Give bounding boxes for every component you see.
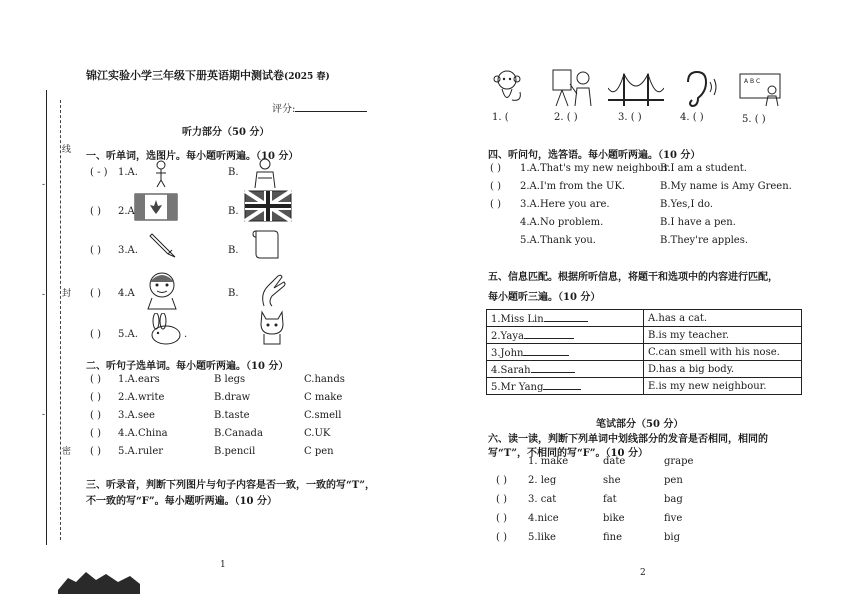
part1-paren[interactable]: ( ) xyxy=(90,288,101,299)
answer-blank[interactable] xyxy=(524,329,574,339)
part1-b: B. xyxy=(228,288,239,299)
part6-paren[interactable]: ( ) xyxy=(496,532,507,543)
part6-word: five xyxy=(664,513,683,524)
svg-text:A B C: A B C xyxy=(744,78,761,85)
part2-option-a: 1.A.ears xyxy=(118,374,160,385)
part6-word: 4.nice xyxy=(528,513,559,524)
side-mark: - xyxy=(42,180,46,190)
match-left-text: 5.Mr Yang xyxy=(491,381,544,393)
match-right-cell: B.is my teacher. xyxy=(644,327,802,344)
match-right-cell: C.can smell with his nose. xyxy=(644,344,802,361)
part2-title: 二、听句子选单词。每小题听两遍。（10 分） xyxy=(86,361,289,372)
part1-b: B. xyxy=(228,245,239,256)
pic-label[interactable]: 4. ( ) xyxy=(680,112,704,123)
side-mark: - xyxy=(42,290,46,300)
part5-title-line1: 五、信息匹配。根据所听信息，将题干和选项中的内容进行匹配， xyxy=(488,272,778,283)
part6-word: 1. make xyxy=(528,456,569,467)
part2-paren[interactable]: ( ) xyxy=(90,410,101,421)
part1-label: 4.A xyxy=(118,288,135,299)
part6-word: 5.like xyxy=(528,532,556,543)
part1-b: B. xyxy=(228,206,239,217)
side-char-mi: 密 xyxy=(62,447,72,457)
part2-option-b: B legs xyxy=(214,374,246,385)
monkey-icon xyxy=(490,68,524,108)
part4-option-a: 5.A.Thank you. xyxy=(520,235,596,246)
match-right-cell: E.is my new neighbour. xyxy=(644,378,802,395)
score-field xyxy=(272,100,367,115)
part1-label: 2.A xyxy=(118,206,135,217)
canada-flag-icon xyxy=(134,193,178,221)
hand-icon xyxy=(258,272,288,308)
girl-face-icon xyxy=(142,268,182,310)
pic-label[interactable]: 5. ( ) xyxy=(742,114,766,125)
score-label: 评分: xyxy=(272,104,296,115)
pic-label[interactable]: 1. ( xyxy=(492,112,509,123)
teacher-blackboard-icon xyxy=(738,70,784,108)
table-row xyxy=(487,378,802,395)
part4-option-a: 2.A.I'm from the UK. xyxy=(520,181,626,192)
part1-paren[interactable]: ( ) xyxy=(90,206,101,217)
answer-blank[interactable] xyxy=(523,346,569,356)
part2-option-a: 2.A.write xyxy=(118,392,165,403)
pic-label[interactable]: 3. ( ) xyxy=(618,112,642,123)
bridge-icon xyxy=(608,70,664,108)
uk-flag-icon xyxy=(244,190,292,222)
part5-title-line2: 每小题听三遍。（10 分） xyxy=(488,292,601,303)
part1-b: B. xyxy=(228,167,239,178)
part1-dot: . xyxy=(184,329,188,340)
part6-word: date xyxy=(603,456,626,467)
part6-word: bag xyxy=(664,494,683,505)
match-left-text: 3.John xyxy=(491,347,524,359)
table-row xyxy=(487,310,802,327)
part2-paren[interactable]: ( ) xyxy=(90,392,101,403)
part4-option-b: B.I have a pen. xyxy=(660,217,736,228)
match-right-cell: D.has a big body. xyxy=(644,361,802,378)
part4-option-a: 4.A.No problem. xyxy=(520,217,604,228)
part1-label: 3.A. xyxy=(118,245,138,256)
matching-table xyxy=(486,309,802,395)
part6-word: she xyxy=(603,475,621,486)
table-row xyxy=(487,327,802,344)
part2-paren[interactable]: ( ) xyxy=(90,428,101,439)
table-row xyxy=(487,361,802,378)
part2-option-c: C make xyxy=(304,392,343,403)
pencil-icon xyxy=(148,230,178,260)
part6-word: fine xyxy=(603,532,623,543)
part4-title: 四、听问句，选答语。每小题听两遍。（10 分） xyxy=(488,150,701,161)
answer-blank[interactable] xyxy=(531,363,575,373)
match-left-cell xyxy=(487,344,644,361)
side-mark: - xyxy=(42,410,46,420)
page-number-right: 2 xyxy=(640,568,646,578)
exam-title-text: 锦江实验小学三年级下册英语期中测试卷 xyxy=(86,69,284,82)
part6-word: pen xyxy=(664,475,683,486)
table-row xyxy=(487,344,802,361)
part2-option-c: C.hands xyxy=(304,374,345,385)
part3-title-line1: 三、听录音，判断下列图片与句子内容是否一致，一致的写“T”， xyxy=(86,480,375,491)
part1-title: 一、听单词，选图片。每小题听两遍。（10 分） xyxy=(86,151,299,162)
part6-title-line2: 写“T”，不相同的写“F”。（10 分） xyxy=(488,448,648,459)
part2-option-a: 4.A.China xyxy=(118,428,168,439)
page-number-left: 1 xyxy=(220,560,226,570)
match-left-cell xyxy=(487,327,644,344)
match-left-text: 2.Yaya xyxy=(491,330,524,342)
scroll-paper-icon xyxy=(252,228,280,262)
match-left-text: 4.Sarah xyxy=(491,364,531,376)
part4-paren[interactable]: ( ) xyxy=(490,199,501,210)
part4-option-b: B.I am a student. xyxy=(660,163,747,174)
pic-label[interactable]: 2. ( ) xyxy=(554,112,578,123)
part4-paren[interactable]: ( ) xyxy=(490,181,501,192)
painting-easel-icon xyxy=(550,66,596,108)
written-title: 笔试部分（50 分） xyxy=(596,419,684,430)
part4-option-b: B.They're apples. xyxy=(660,235,749,246)
part4-option-a: 3.A.Here you are. xyxy=(520,199,610,210)
part1-paren[interactable]: ( ) xyxy=(90,329,101,340)
part2-paren[interactable]: ( ) xyxy=(90,446,101,457)
part6-word: fat xyxy=(603,494,617,505)
answer-blank[interactable] xyxy=(544,312,588,322)
score-blank[interactable] xyxy=(295,102,367,112)
match-left-cell xyxy=(487,310,644,327)
part6-title-line1: 六、读一读，判断下列单词中划线部分的发音是否相同，相同的 xyxy=(488,434,768,445)
part1-label: 1.A. xyxy=(118,167,138,178)
part1-label: 5.A. xyxy=(118,329,138,340)
binding-line xyxy=(46,90,47,545)
part6-word: grape xyxy=(664,456,694,467)
listening-title: 听力部分（50 分） xyxy=(182,127,270,138)
part2-option-b: B.pencil xyxy=(214,446,256,457)
part6-word: 2. leg xyxy=(528,475,557,486)
part4-option-a: 1.A.That's my new neighbour. xyxy=(520,163,671,174)
part6-word: bike xyxy=(603,513,625,524)
match-left-cell xyxy=(487,361,644,378)
part6-paren[interactable]: ( ) xyxy=(496,475,507,486)
answer-blank[interactable] xyxy=(543,380,581,390)
part2-option-c: C.smell xyxy=(304,410,342,421)
part4-option-b: B.My name is Amy Green. xyxy=(660,181,792,192)
match-right-cell: A.has a cat. xyxy=(644,310,802,327)
ear-icon xyxy=(684,70,720,108)
part2-option-b: B.draw xyxy=(214,392,251,403)
part1-paren[interactable]: ( ) xyxy=(90,245,101,256)
part6-word: big xyxy=(664,532,681,543)
exam-title xyxy=(86,67,330,83)
match-left-text: 1.Miss Lin xyxy=(491,313,544,325)
part1-paren[interactable]: ( - ) xyxy=(90,167,108,178)
side-char-xian: 线 xyxy=(62,145,72,155)
part6-word: 3. cat xyxy=(528,494,557,505)
match-left-cell xyxy=(487,378,644,395)
part2-option-a: 5.A.ruler xyxy=(118,446,164,457)
cat-icon xyxy=(256,306,288,346)
part4-option-b: B.Yes,I do. xyxy=(660,199,714,210)
part3-title-line2: 不一致的写“F”。每小题听两遍。（10 分） xyxy=(86,496,278,507)
part2-paren[interactable]: ( ) xyxy=(90,374,101,385)
rabbit-icon xyxy=(146,313,184,345)
part4-paren[interactable]: ( ) xyxy=(490,163,501,174)
part6-paren[interactable]: ( ) xyxy=(496,494,507,505)
scan-smudge xyxy=(58,568,140,594)
part2-option-b: B.taste xyxy=(214,410,250,421)
exam-title-note: (2025 春) xyxy=(284,72,330,82)
boy-icon xyxy=(154,160,168,188)
part2-option-b: B.Canada xyxy=(214,428,263,439)
side-char-feng: 封 xyxy=(62,289,72,299)
part6-paren[interactable]: ( ) xyxy=(496,513,507,524)
part2-option-c: C pen xyxy=(304,446,334,457)
man-icon xyxy=(250,158,280,190)
part2-option-a: 3.A.see xyxy=(118,410,155,421)
part2-option-c: C.UK xyxy=(304,428,331,439)
binding-dash-line xyxy=(60,100,61,540)
